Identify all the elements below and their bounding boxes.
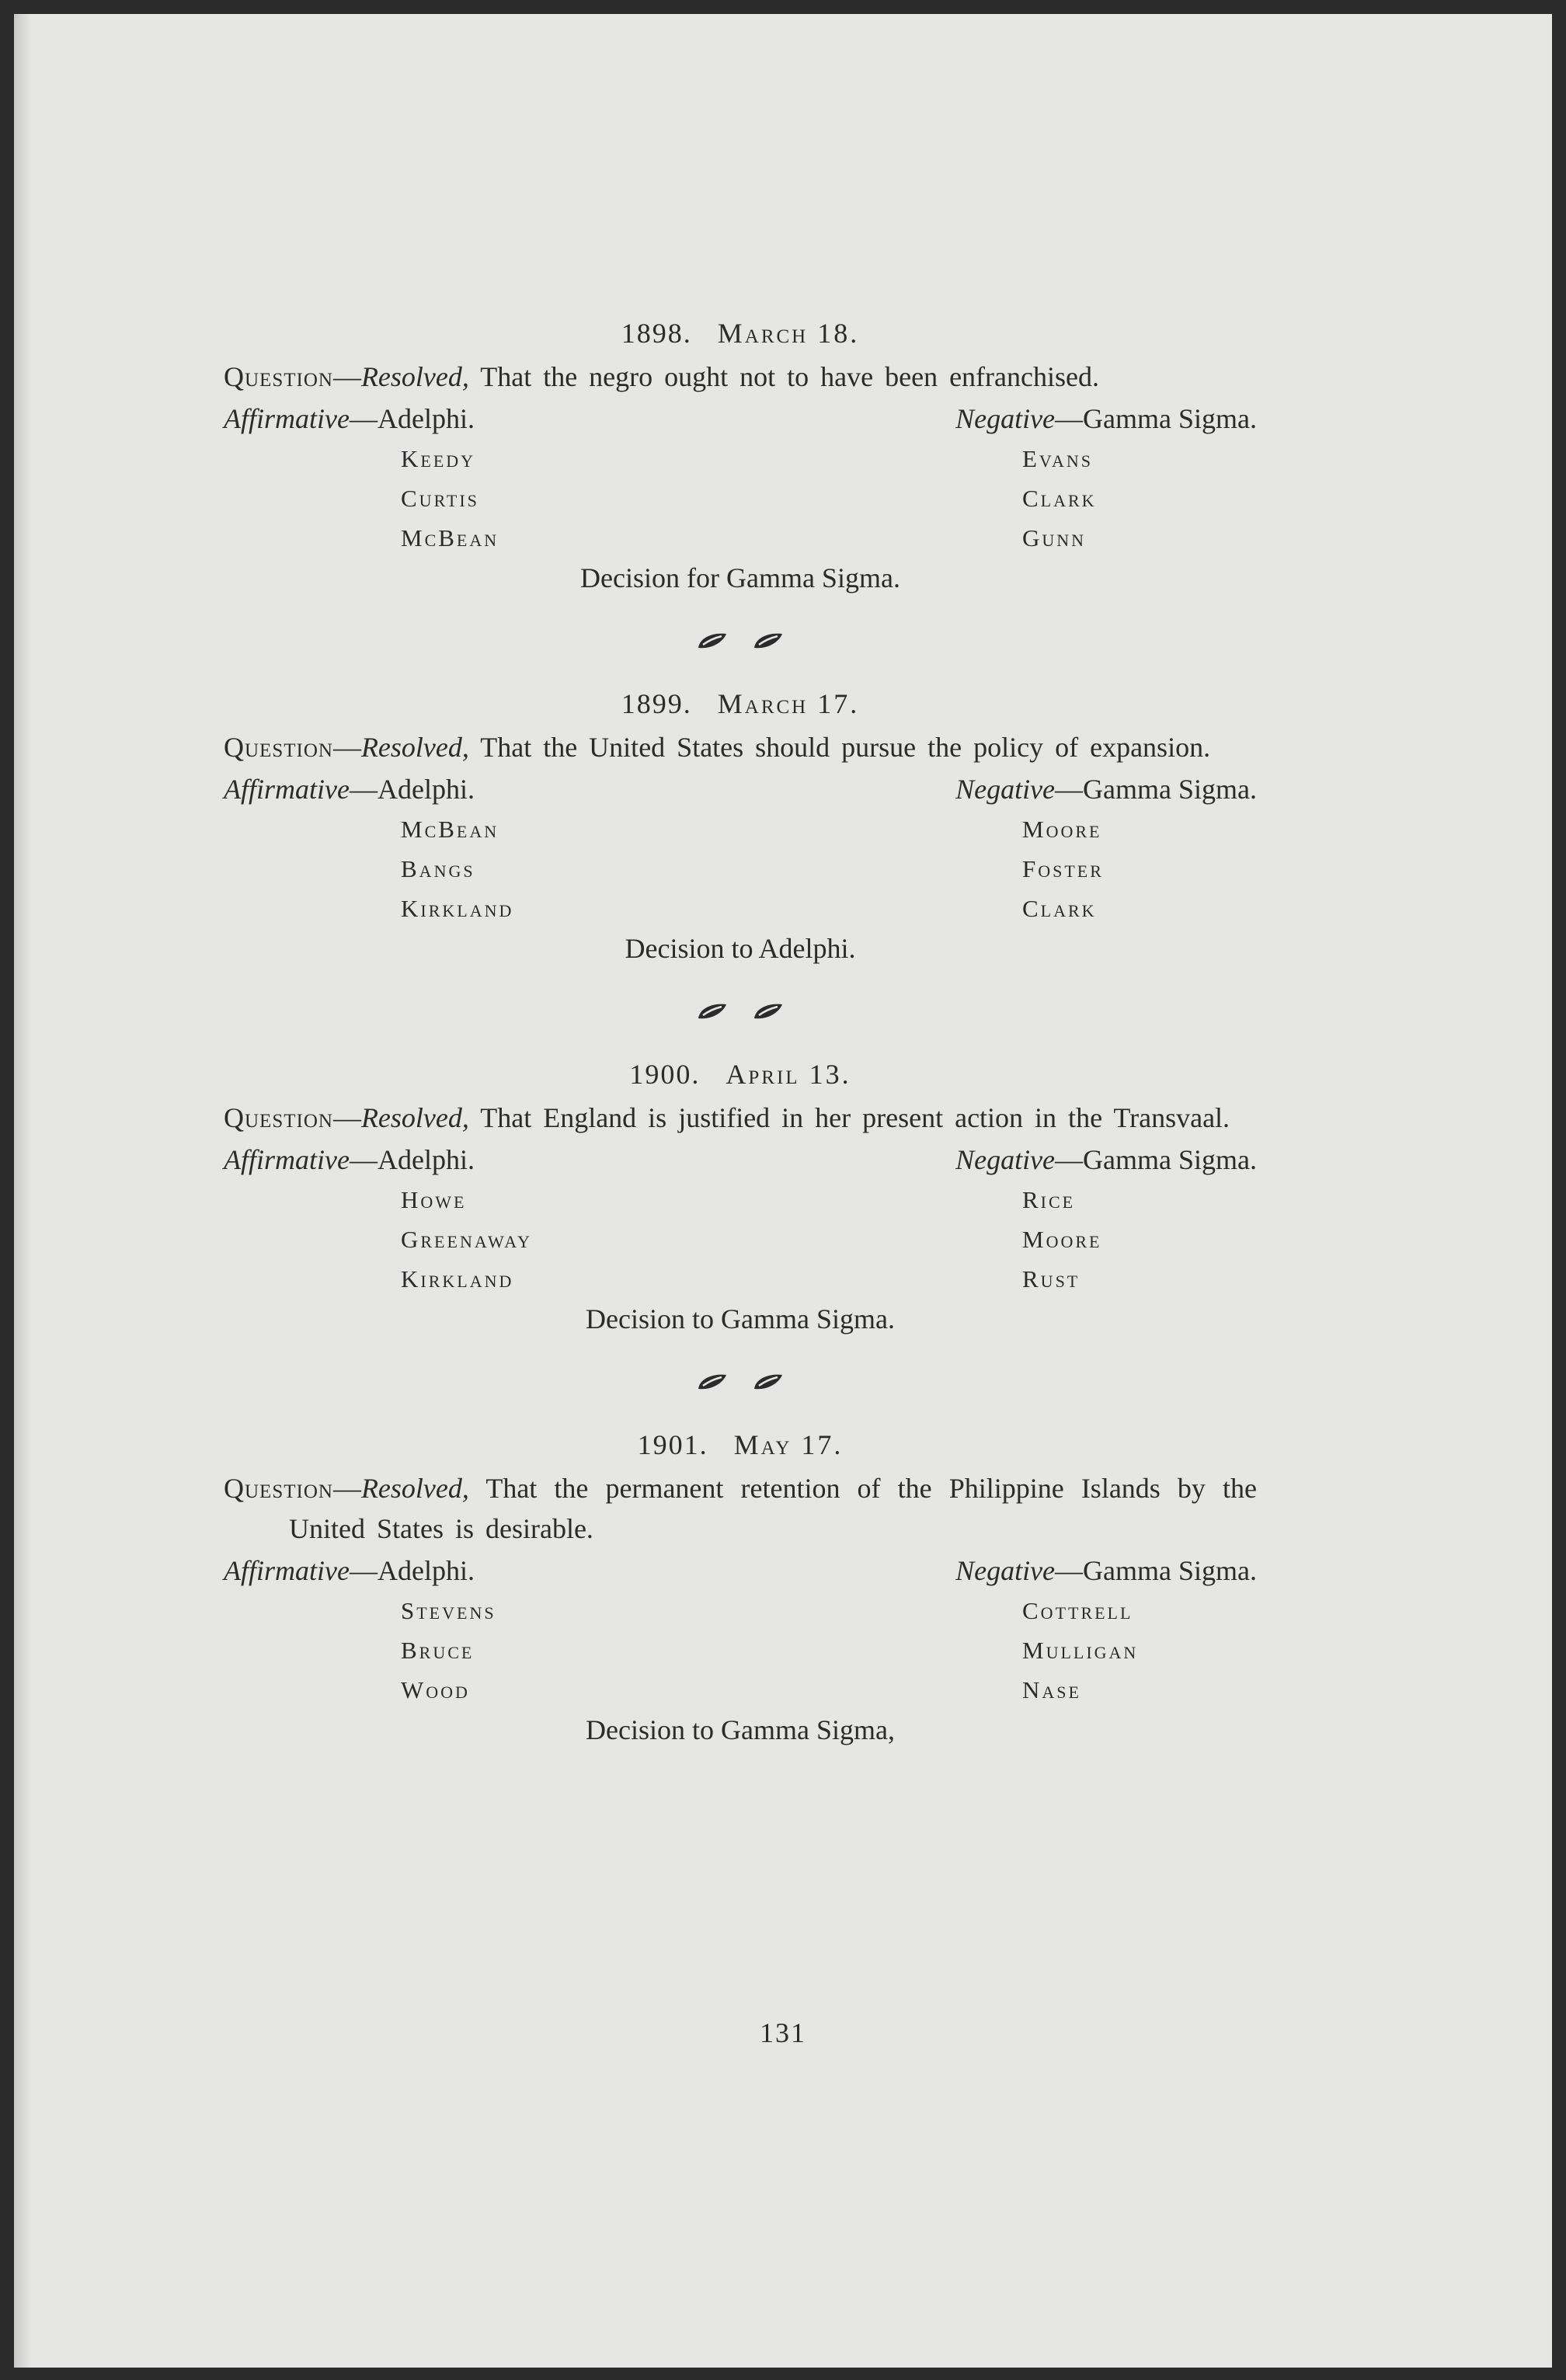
speaker-name: Stevens: [401, 1597, 496, 1624]
debate-sides: [224, 1550, 1257, 1591]
speaker-name: Rice: [1022, 1186, 1076, 1213]
debate-month: May 17.: [733, 1429, 844, 1460]
debate-question: Question—Resolved, That England is justified in her present action in the Transvaal.: [224, 1102, 1230, 1133]
negative-team: Gamma Sigma.: [1083, 1144, 1257, 1175]
affirmative-speakers: [224, 439, 1022, 558]
debate-question: Question—Resolved, That the United States should pursue the policy of expansion.: [224, 732, 1211, 763]
affirmative-label: Affirmative: [224, 1555, 350, 1586]
negative-label: Negative: [955, 1555, 1056, 1586]
debate-sides: [224, 398, 1257, 439]
negative-side: Negative—Gamma Sigma.: [955, 1144, 1257, 1175]
question-resolved: Resolved,: [360, 361, 469, 392]
negative-label: Negative: [955, 403, 1056, 434]
speaker-name: Rust: [1022, 1265, 1081, 1293]
debate-year: 1899.: [621, 688, 692, 719]
debate-date: [224, 313, 1257, 353]
speaker-lists: [224, 439, 1257, 558]
debate-month: March 17.: [717, 688, 860, 719]
debate-year: 1898.: [621, 318, 692, 349]
leaf-ornament-icon: [751, 1372, 785, 1392]
affirmative-label: Affirmative: [224, 774, 350, 805]
debate-date: [224, 1425, 1257, 1465]
affirmative-side: Affirmative—Adelphi.: [224, 1144, 475, 1175]
speaker-name: Evans: [1022, 445, 1093, 472]
negative-team: Gamma Sigma.: [1083, 403, 1257, 434]
question-label: Question: [224, 732, 333, 763]
debate-decision: Decision to Gamma Sigma,: [586, 1714, 895, 1745]
affirmative-side: Affirmative—Adelphi.: [224, 774, 475, 805]
leaf-ornament-icon: [695, 631, 729, 651]
speaker-name: Foster: [1022, 855, 1104, 882]
debate-sides: [224, 769, 1257, 809]
affirmative-team: Adelphi.: [377, 1555, 475, 1586]
affirmative-label: Affirmative: [224, 403, 350, 434]
negative-label: Negative: [955, 774, 1056, 805]
speaker-name: Moore: [1022, 816, 1102, 843]
section-divider: [224, 969, 1257, 1054]
speaker-name: Bangs: [401, 855, 475, 882]
question-resolved: Resolved,: [360, 1473, 469, 1504]
question-resolved: Resolved,: [360, 732, 469, 763]
question-text: That the United States should pursue the policy of expansion.: [480, 732, 1211, 763]
debate-date: [224, 1054, 1257, 1094]
leaf-ornament-icon: [695, 1372, 729, 1392]
speaker-name: Clark: [1022, 485, 1097, 512]
speaker-name: McBean: [401, 524, 499, 552]
debate-sides: [224, 1140, 1257, 1180]
speaker-name: Moore: [1022, 1226, 1102, 1253]
debate-year: 1900.: [629, 1059, 701, 1090]
negative-side: Negative—Gamma Sigma.: [955, 774, 1257, 805]
section-divider: [224, 598, 1257, 684]
affirmative-speakers: [224, 1180, 1022, 1299]
debate-entry: [224, 1425, 1257, 1750]
negative-team: Gamma Sigma.: [1083, 774, 1257, 805]
negative-speakers: [1022, 439, 1097, 558]
speaker-lists: [224, 1180, 1257, 1299]
debate-month: March 18.: [717, 318, 860, 349]
speaker-name: Kirkland: [401, 895, 514, 922]
speaker-name: Nase: [1022, 1676, 1081, 1703]
debate-decision: Decision to Adelphi.: [625, 933, 856, 964]
question-text: That the negro ought not to have been enfranchised.: [480, 361, 1099, 392]
negative-side: Negative—Gamma Sigma.: [955, 1555, 1257, 1586]
debate-year: 1901.: [637, 1429, 708, 1460]
speaker-name: Keedy: [401, 445, 476, 472]
question-label: Question: [224, 1473, 333, 1504]
negative-label: Negative: [955, 1144, 1056, 1175]
question-resolved: Resolved,: [360, 1102, 469, 1133]
negative-speakers: [1022, 1591, 1138, 1710]
leaf-ornament-icon: [751, 631, 785, 651]
speaker-lists: [224, 809, 1257, 928]
speaker-name: Kirkland: [401, 1265, 514, 1293]
negative-speakers: [1022, 1180, 1101, 1299]
speaker-name: Cottrell: [1022, 1597, 1133, 1624]
negative-side: Negative—Gamma Sigma.: [955, 403, 1257, 434]
question-text: That the permanent retention of the Philippine Islands by the United States is desirable.: [289, 1473, 1257, 1544]
debate-date: [224, 684, 1257, 724]
speaker-name: Greenaway: [401, 1226, 533, 1253]
affirmative-label: Affirmative: [224, 1144, 350, 1175]
debate-question: Question—Resolved, That the negro ought not to have been enfranchised.: [224, 361, 1099, 392]
speaker-name: Gunn: [1022, 524, 1087, 552]
debate-decision: Decision to Gamma Sigma.: [586, 1303, 895, 1334]
debate-entry: [224, 684, 1257, 969]
question-text: That England is justified in her present action in the Transvaal.: [480, 1102, 1230, 1133]
leaf-ornament-icon: [695, 1001, 729, 1021]
affirmative-side: Affirmative—Adelphi.: [224, 1555, 475, 1586]
book-page: [14, 14, 1552, 2368]
affirmative-team: Adelphi.: [377, 403, 475, 434]
speaker-lists: [224, 1591, 1257, 1710]
speaker-name: Mulligan: [1022, 1637, 1139, 1664]
page-number: 131: [760, 2017, 806, 2048]
debate-entry: [224, 1054, 1257, 1339]
affirmative-speakers: [224, 809, 1022, 928]
question-label: Question: [224, 1102, 333, 1133]
speaker-name: McBean: [401, 816, 499, 843]
speaker-name: Bruce: [401, 1637, 475, 1664]
speaker-name: Curtis: [401, 485, 479, 512]
section-divider: [224, 1339, 1257, 1425]
debate-question: Question—Resolved, That the permanent retention of the Philippine Islands by the United States is desirable.: [224, 1473, 1257, 1544]
debate-decision: Decision for Gamma Sigma.: [580, 562, 900, 593]
affirmative-side: Affirmative—Adelphi.: [224, 403, 475, 434]
leaf-ornament-icon: [751, 1001, 785, 1021]
page-content: [224, 313, 1257, 1750]
affirmative-team: Adelphi.: [377, 774, 475, 805]
debate-month: April 13.: [726, 1059, 851, 1090]
page-gutter: [14, 14, 31, 2368]
speaker-name: Wood: [401, 1676, 470, 1703]
debate-entry: [224, 313, 1257, 598]
speaker-name: Howe: [401, 1186, 467, 1213]
speaker-name: Clark: [1022, 895, 1097, 922]
question-label: Question: [224, 361, 333, 392]
affirmative-speakers: [224, 1591, 1022, 1710]
affirmative-team: Adelphi.: [377, 1144, 475, 1175]
negative-team: Gamma Sigma.: [1083, 1555, 1257, 1586]
negative-speakers: [1022, 809, 1104, 928]
